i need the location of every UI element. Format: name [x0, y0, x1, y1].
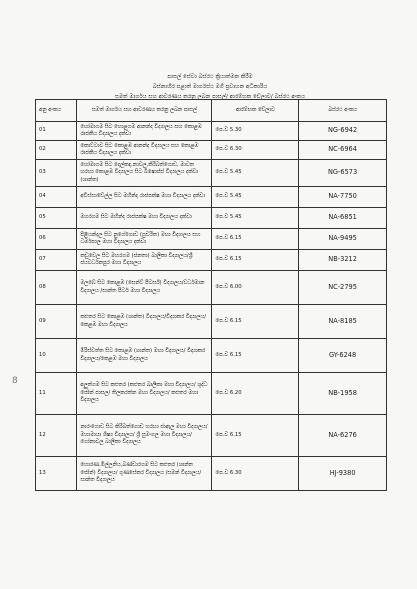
row-route: කළුතර සිට කොළඹ (ශාන්ත) විද්‍යාලය/විද්‍යාකර විද්‍යාලය/කෙළඹ මහා විද්‍යාලය	[77, 305, 212, 339]
row-bus: GY-6248	[299, 339, 387, 373]
row-bus: NA-6851	[299, 208, 387, 229]
table-row	[36, 339, 387, 373]
row-route: මහරගම සිට මහින්ද රාජපක්ෂ මහා විද්‍යාලය දක්වා	[77, 208, 212, 229]
row-time: පෙ.ව 6.15	[212, 229, 299, 250]
row-no: 02	[36, 141, 77, 160]
document-header	[40, 72, 380, 102]
column-header-bus: බස්රථ අංකය	[299, 100, 387, 122]
row-no: 11	[36, 373, 77, 415]
row-route: මලබේ සිට කොළඹ (සෙන්ට් පීටර්ස්) විද්‍යාලය/වර්ධමාන විද්‍යාලය /සාන්ත පීටර් මහා විද්‍යාලය	[77, 271, 212, 305]
column-header-time: ආරම්භක වේලාව	[212, 100, 299, 122]
table-row	[36, 457, 387, 491]
row-time: පෙ.ව 6.15	[212, 339, 299, 373]
row-time: පෙ.ව 6.00	[212, 271, 299, 305]
row-time: පෙ.ව 5.45	[212, 187, 299, 208]
row-bus: NA-7750	[299, 187, 387, 208]
header-line-2: බස්නාහිර පළාත් මාර්ගස්ථ මගී ප්‍රවාහන අධිකාරිය	[152, 84, 268, 90]
row-time: පෙ.ව 6.15	[212, 250, 299, 271]
row-route: හෝමාගම සිට හොළගම ආනන්ද විද්‍යාලය සහ කොළඹ රාජකීය විද්‍යාලය දක්වා	[77, 122, 212, 141]
margin-mark: 8	[12, 376, 18, 386]
row-route: මිරිස්වත්ත සිට කොළඹ (ශාන්ත) මහා විද්‍යාලය/ විද්‍යාකර විද්‍යාලය/කෙළඹ මහා විද්‍යාලය	[77, 339, 212, 373]
row-bus: NC-6964	[299, 141, 387, 160]
row-no: 09	[36, 305, 77, 339]
table-row	[36, 141, 387, 160]
row-no: 12	[36, 415, 77, 457]
row-no: 10	[36, 339, 77, 373]
row-bus: NC-2795	[299, 271, 387, 305]
row-route: පිළියන්දල සිට නුගේගොඩ (සුචරිත) මහා විද්‍යාලය සහ ධර්මපාල මහා විද්‍යාලය දක්වා	[77, 229, 212, 250]
row-time: පෙ.ව 6.30	[212, 457, 299, 491]
header-line-1: පාසල් සේවා බස්රථ ක්‍රියාත්මක කිරීම	[167, 74, 253, 80]
table-header-row	[36, 100, 387, 122]
table-row	[36, 373, 387, 415]
row-no: 07	[36, 250, 77, 271]
row-no: 08	[36, 271, 77, 305]
row-bus: NA-8185	[299, 305, 387, 339]
column-header-route: සමත් මාර්ගය සහ ආවරණය කරනු ලබන පාසල්	[77, 100, 212, 122]
table-row	[36, 250, 387, 271]
table-row	[36, 122, 387, 141]
row-time: පෙ.ව 5.45	[212, 208, 299, 229]
row-bus: HJ-9380	[299, 457, 387, 491]
row-route: අලුත්ගම සිට කළුතර (කළුතර බාලිකා මහා විද්‍යාලය/ ශුද්ධ ජෝන් පාසල/ තිලකරත්න මහා විද්‍යාලය/ කළුතර මහා විද්‍යාලය	[77, 373, 212, 415]
table-row	[36, 415, 387, 457]
row-route: අවිස්සාවේල්ල සිට මහින්ද රාජපක්ෂ මහා විද්‍යාලය දක්වා	[77, 187, 212, 208]
table-row	[36, 160, 387, 187]
bus-route-table	[35, 99, 387, 491]
row-time: පෙ.ව 6.15	[212, 305, 299, 339]
row-no: 03	[36, 160, 77, 187]
table-row	[36, 229, 387, 250]
row-no: 13	[36, 457, 77, 491]
row-time: පෙ.ව 6.15	[212, 415, 299, 457]
row-route: කඩුවෙල සිට මහරගම (ජනතා) බාලිකා විද්‍යාලය/ශ්‍රී ජයවර්ධනපුර මහා විද්‍යාලය	[77, 250, 212, 271]
row-bus: NB-3212	[299, 250, 387, 271]
table-row	[36, 208, 387, 229]
row-time: පෙ.ව 5.30	[212, 122, 299, 141]
column-header-no: අනු අංකය	[36, 100, 77, 122]
table-row	[36, 271, 387, 305]
row-route: කොට්ටාව සිට කොළඹ ආනන්ද විද්‍යාලය සහ කොළඹ රාජකීය විද්‍යාලය දක්වා	[77, 141, 212, 160]
row-no: 06	[36, 229, 77, 250]
header-line-3: සමත් මාර්ගය සහ ආවරණය කරනු ලබන පාසල්/ ආරම්භක වේලාව/ බස්රථ අංකය	[115, 94, 305, 100]
row-bus: NA-9495	[299, 229, 387, 250]
row-bus: NB-1958	[299, 373, 387, 415]
table-row	[36, 305, 387, 339]
row-bus: NG-6573	[299, 160, 387, 187]
row-route: හොරණ,මිල්ලනිය,බණ්ඩාරගම සිට කළුතර (ශාන්ත ජෝන්) විද්‍යාලය/ ගුණසේකර විද්‍යාලය /සමන් විද්‍යාලය/ සාන්ත විද්‍යාලය	[77, 457, 212, 491]
row-route: හෝමාගම සිට දෙල්කඳ,නාවල,කිරිබත්ගොඩ, මාවත හරහා කොළඹ විද්‍යාලය සිට බිෂොප්ස් විද්‍යාලය දක්වා (ශාන්ත)	[77, 160, 212, 187]
row-no: 04	[36, 187, 77, 208]
row-time: පෙ.ව 6.30	[212, 141, 299, 160]
row-time: පෙ.ව 5.45	[212, 160, 299, 187]
row-time: පෙ.ව 6.20	[212, 373, 299, 415]
row-route: නාරංගොඩ සිට කිරිබත්ගොඩ හරහා ජාඇල මහා විද්‍යාලය/ මහාමායා ශිෂ්‍ය විද්‍යාලය/ ශ්‍රී සුමංගල මහා විද්‍යාලය/ ගෝනාවල බාලිකා විද්‍යාලය	[77, 415, 212, 457]
row-bus: NA-6276	[299, 415, 387, 457]
row-no: 01	[36, 122, 77, 141]
table-row	[36, 187, 387, 208]
row-no: 05	[36, 208, 77, 229]
row-bus: NG-6942	[299, 122, 387, 141]
